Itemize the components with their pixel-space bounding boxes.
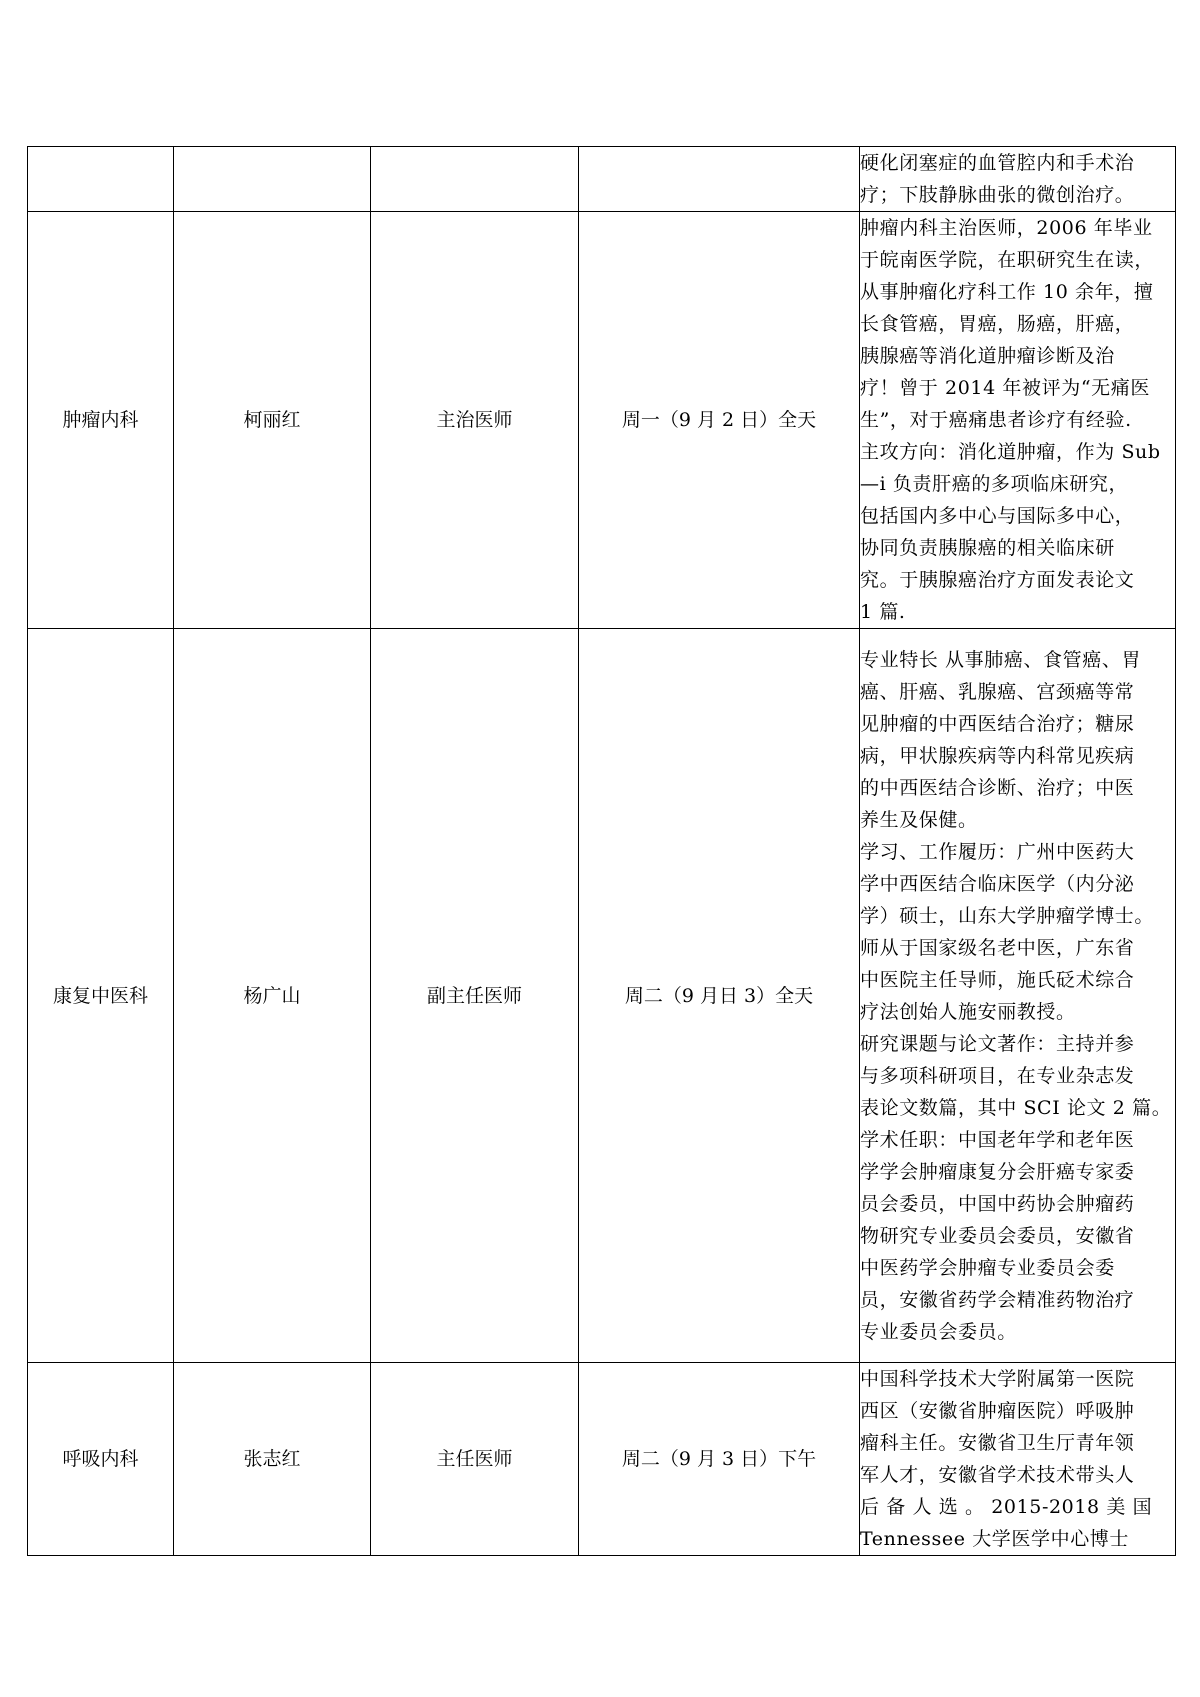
description-line: 长食管癌，胃癌，肠癌，肝癌， xyxy=(860,313,1135,335)
department-cell: 肿瘤内科 xyxy=(28,212,174,629)
description-line: 员会委员，中国中药协会肿瘤药 xyxy=(860,1192,1135,1215)
description-line: 研究课题与论文著作：主持并参 xyxy=(860,1032,1135,1055)
doctor-title-cell: 副主任医师 xyxy=(371,629,579,1363)
description-line: 员，安徽省药学会精准药物治疗 xyxy=(860,1288,1135,1311)
description-line: 物研究专业委员会委员，安徽省 xyxy=(860,1224,1135,1247)
description-line: 硬化闭塞症的血管腔内和手术治 xyxy=(860,152,1135,174)
description-line: 疗法创始人施安丽教授。 xyxy=(860,1000,1076,1023)
schedule-cell: 周二（9 月 3 日）下午 xyxy=(579,1363,860,1556)
description-line: 军人才，安徽省学术技术带头人 xyxy=(860,1464,1135,1486)
description-line: 养生及保健。 xyxy=(860,808,978,831)
description-line: 学）硕士，山东大学肿瘤学博士。 xyxy=(860,904,1155,927)
description-line: 中国科学技术大学附属第一医院 xyxy=(860,1368,1135,1390)
description-line: 病，甲状腺疾病等内科常见疾病 xyxy=(860,744,1135,767)
description-line: 包括国内多中心与国际多中心， xyxy=(860,505,1135,527)
description-line: 于皖南医学院，在职研究生在读， xyxy=(860,249,1155,271)
description-line: 见肿瘤的中西医结合治疗；糖尿 xyxy=(860,712,1135,735)
doctor-name-cell: 张志红 xyxy=(174,1363,371,1556)
description-line: 学术任职：中国老年学和老年医 xyxy=(860,1128,1135,1151)
doctor-title-cell: 主治医师 xyxy=(371,212,579,629)
description-line: 专业特长 从事肺癌、食管癌、胃 xyxy=(860,648,1142,671)
description-line: 与多项科研项目，在专业杂志发 xyxy=(860,1064,1135,1087)
description-line: Tennessee 大学医学中心博士 xyxy=(860,1528,1129,1550)
description-cell xyxy=(860,629,1176,1363)
department-cell: 呼吸内科 xyxy=(28,1363,174,1556)
description-line: 后 备 人 选 。 2015-2018 美 国 xyxy=(860,1496,1153,1518)
table-row xyxy=(28,212,1176,629)
description-line: 西区（安徽省肿瘤医院）呼吸肿 xyxy=(860,1400,1135,1422)
description-cell xyxy=(860,212,1176,629)
description-line: 学中西医结合临床医学（内分泌 xyxy=(860,872,1135,895)
description-line: 师从于国家级名老中医，广东省 xyxy=(860,936,1135,959)
description-line: 究。于胰腺癌治疗方面发表论文 xyxy=(860,569,1135,591)
description-line: —i 负责肝癌的多项临床研究， xyxy=(860,473,1129,495)
description-line: 生”，对于癌痛患者诊疗有经验. xyxy=(860,409,1132,431)
description-line: 学习、工作履历：广州中医药大 xyxy=(860,840,1135,863)
description-line: 的中西医结合诊断、治疗；中医 xyxy=(860,776,1135,799)
table-row xyxy=(28,1363,1176,1556)
doctor-name-cell xyxy=(174,147,371,212)
description-cell xyxy=(860,147,1176,212)
department-cell: 康复中医科 xyxy=(28,629,174,1363)
table-row xyxy=(28,147,1176,212)
doctor-title-cell xyxy=(371,147,579,212)
description-cell xyxy=(860,1363,1176,1556)
description-line: 中医院主任导师，施氏砭术综合 xyxy=(860,968,1135,991)
description-line: 癌、肝癌、乳腺癌、宫颈癌等常 xyxy=(860,680,1135,703)
description-line: 胰腺癌等消化道肿瘤诊断及治 xyxy=(860,345,1115,367)
table-row xyxy=(28,629,1176,1363)
description-line: 从事肿瘤化疗科工作 10 余年，擅 xyxy=(860,281,1154,303)
department-cell xyxy=(28,147,174,212)
description-line: 疗；下肢静脉曲张的微创治疗。 xyxy=(860,184,1135,206)
description-line: 表论文数篇，其中 SCI 论文 2 篇。 xyxy=(860,1096,1172,1119)
description-line: 主攻方向：消化道肿瘤，作为 Sub xyxy=(860,441,1161,463)
description-line: 瘤科主任。安徽省卫生厅青年领 xyxy=(860,1432,1135,1454)
schedule-cell xyxy=(579,147,860,212)
doctor-title-cell: 主任医师 xyxy=(371,1363,579,1556)
description-line: 1 篇. xyxy=(860,601,906,623)
description-line: 协同负责胰腺癌的相关临床研 xyxy=(860,537,1115,559)
doctor-schedule-table xyxy=(27,146,1176,1556)
doctor-name-cell: 柯丽红 xyxy=(174,212,371,629)
description-line: 疗！曾于 2014 年被评为“无痛医 xyxy=(860,377,1150,399)
schedule-cell: 周二（9 月日 3）全天 xyxy=(579,629,860,1363)
description-line: 学学会肿瘤康复分会肝癌专家委 xyxy=(860,1160,1135,1183)
description-line: 专业委员会委员。 xyxy=(860,1320,1017,1343)
doctor-name-cell: 杨广山 xyxy=(174,629,371,1363)
description-line: 中医药学会肿瘤专业委员会委 xyxy=(860,1256,1115,1279)
description-line: 肿瘤内科主治医师，2006 年毕业 xyxy=(860,217,1153,239)
schedule-cell: 周一（9 月 2 日）全天 xyxy=(579,212,860,629)
